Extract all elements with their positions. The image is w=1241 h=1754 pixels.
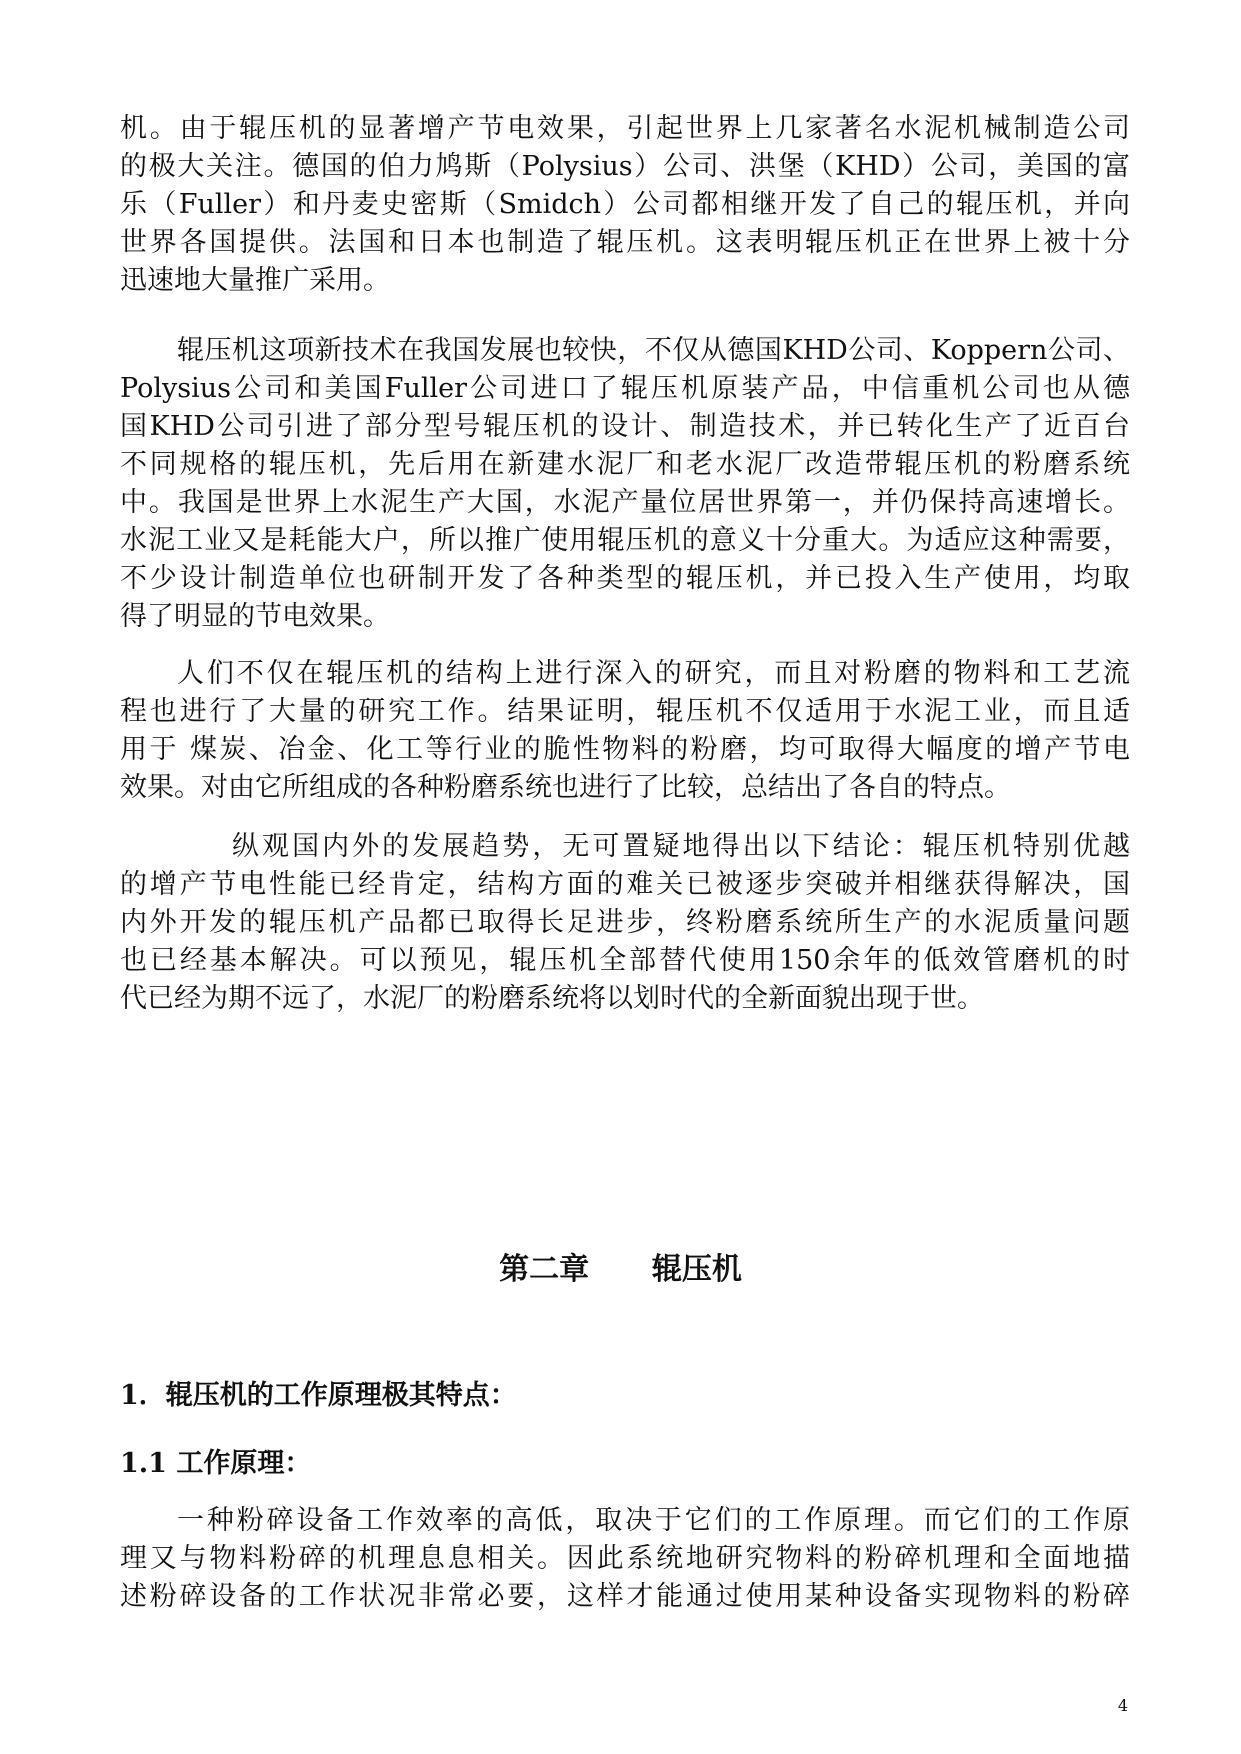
- paragraph-1-line-2: 的极大关注。德国的伯力鸠斯（Polysius）公司、洪堡（KHD）公司，美国的富: [120, 151, 1130, 182]
- paragraph-3-line-4: 效果。对由它所组成的各种粉磨系统也进行了比较，总结出了各自的特点。: [120, 772, 1011, 803]
- paragraph-2-line-5: 中。我国是世界上水泥生产大国，水泥产量位居世界第一，并仍保持高速增长。: [120, 487, 1130, 518]
- paragraph-1-line-1: 机。由于辊压机的显著增产节电效果，引起世界上几家著名水泥机械制造公司: [120, 113, 1130, 144]
- section-heading: 1．辊压机的工作原理极其特点：: [120, 1380, 517, 1411]
- paragraph-1-line-4: 世界各国提供。法国和日本也制造了辊压机。这表明辊压机正在世界上被十分: [120, 227, 1130, 258]
- subsection-heading: 1.1 工作原理：: [120, 1448, 312, 1479]
- final-paragraph-line-1: 一种粉碎设备工作效率的高低，取决于它们的工作原理。而它们的工作原: [177, 1505, 1130, 1536]
- paragraph-2-line-7: 不少设计制造单位也研制开发了各种类型的辊压机，并已投入生产使用，均取: [120, 563, 1130, 594]
- paragraph-3-line-1: 人们不仅在辊压机的结构上进行深入的研究，而且对粉磨的物料和工艺流: [177, 658, 1130, 689]
- paragraph-2-line-3: 国KHD公司引进了部分型号辊压机的设计、制造技术，并已转化生产了近百台: [120, 411, 1130, 442]
- page-number: 4: [1117, 1696, 1128, 1715]
- paragraph-4-line-2: 的增产节电性能已经肯定，结构方面的难关已被逐步突破并相继获得解决，国: [120, 869, 1130, 900]
- paragraph-2-line-8: 得了明显的节电效果。: [120, 601, 390, 632]
- paragraph-3-line-3: 用于 煤炭、冶金、化工等行业的脆性物料的粉磨，均可取得大幅度的增产节电: [120, 734, 1130, 765]
- paragraph-3-line-2: 程也进行了大量的研究工作。结果证明，辊压机不仅适用于水泥工业，而且适: [120, 696, 1130, 727]
- paragraph-2-line-6: 水泥工业又是耗能大户，所以推广使用辊压机的意义十分重大。为适应这种需要，: [120, 525, 1130, 556]
- paragraph-4-line-1: 纵观国内外的发展趋势，无可置疑地得出以下结论：辊压机特别优越: [232, 831, 1130, 862]
- paragraph-1-line-3: 乐（Fuller）和丹麦史密斯（Smidch）公司都相继开发了自己的辊压机，并向: [120, 189, 1130, 220]
- paragraph-1-line-5: 迅速地大量推广采用。: [120, 265, 390, 296]
- final-paragraph-line-3: 述粉碎设备的工作状况非常必要，这样才能通过使用某种设备实现物料的粉碎: [120, 1581, 1130, 1612]
- paragraph-2-line-2: Polysius公司和美国Fuller公司进口了辊压机原装产品，中信重机公司也从德: [120, 373, 1130, 404]
- chapter-title: 第二章 辊压机: [499, 1252, 742, 1287]
- paragraph-2-line-4: 不同规格的辊压机，先后用在新建水泥厂和老水泥厂改造带辊压机的粉磨系统: [120, 449, 1130, 480]
- paragraph-4-line-3: 内外开发的辊压机产品都已取得长足进步，终粉磨系统所生产的水泥质量问题: [120, 907, 1130, 938]
- paragraph-4-line-5: 代已经为期不远了，水泥厂的粉磨系统将以划时代的全新面貌出现于世。: [120, 983, 984, 1014]
- final-paragraph-line-2: 理又与物料粉碎的机理息息相关。因此系统地研究物料的粉碎机理和全面地描: [120, 1543, 1130, 1574]
- paragraph-4-line-4: 也已经基本解决。可以预见，辊压机全部替代使用150余年的低效管磨机的时: [120, 945, 1130, 976]
- paragraph-2-line-1: 辊压机这项新技术在我国发展也较快，不仅从德国KHD公司、Koppern公司、: [177, 335, 1130, 366]
